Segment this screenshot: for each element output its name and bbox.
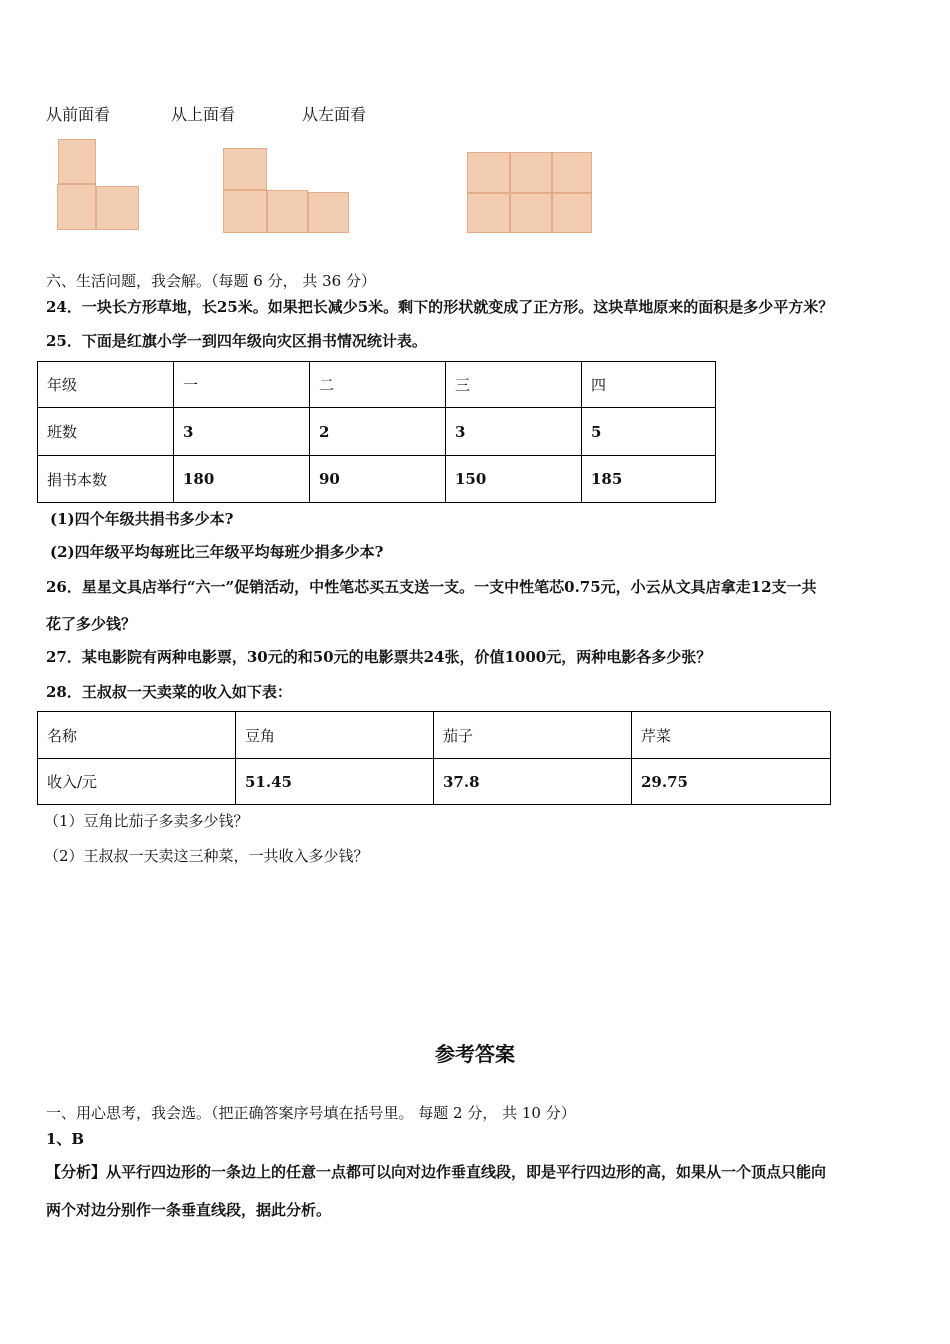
question-26-line1: 26．星星文具店举行“六一”促销活动，中性笔芯买五支送一支。一支中性笔芯0.75元，小云从文具店拿走12支一共 [46,578,817,596]
table-header-row [38,362,716,408]
table-header-row [38,712,831,759]
table-cell: 年级 [38,362,174,408]
table-cell: 180 [174,456,310,503]
cube [510,193,552,233]
cube [467,152,510,193]
cube [510,152,552,193]
table-cell: 5 [582,408,716,456]
cube [267,190,308,233]
donation-table [37,361,716,503]
table-cell: 四 [582,362,716,408]
view-label-front: 从前面看 [46,105,111,124]
income-table [37,711,831,805]
table-cell: 37.8 [434,759,632,805]
table-cell: 3 [174,408,310,456]
table-cell: 150 [446,456,582,503]
view-label-left: 从左面看 [302,105,367,124]
table-cell: 捐书本数 [38,456,174,503]
cube [57,184,96,230]
question-24: 24．一块长方形草地，长25米。如果把长减少5米。剩下的形状就变成了正方形。这块草地原来的面积是多少平方米？ [46,298,834,316]
question-27: 27．某电影院有两种电影票，30元的和50元的电影票共24张，价值1000元，两种电影各多少张？ [46,648,712,666]
section6-heading: 六、生活问题，我会解。（每题 6 分， 共 36 分） [46,272,376,290]
cube [223,190,267,233]
table-cell: 名称 [38,712,236,759]
table-cell: 一 [174,362,310,408]
table-row [38,408,716,456]
table-cell: 三 [446,362,582,408]
table-cell: 豆角 [236,712,434,759]
question-28-part2: （2）王叔叔一天卖这三种菜，一共收入多少钱？ [44,847,369,865]
table-cell: 90 [310,456,446,503]
view-label-top: 从上面看 [171,105,236,124]
table-cell: 185 [582,456,716,503]
table-cell: 茄子 [434,712,632,759]
question-28-part1: （1）豆角比茄子多卖多少钱？ [44,812,249,830]
table-cell: 2 [310,408,446,456]
answer-1: 1、B [46,1130,85,1148]
cube [552,152,592,193]
cube [308,192,349,233]
table-cell: 二 [310,362,446,408]
cube [467,193,510,233]
question-25-part1: (1)四个年级共捐书多少本? [50,510,234,528]
question-25: 25．下面是红旗小学一到四年级向灾区捐书情况统计表。 [46,332,427,350]
analysis-line2: 两个对边分别作一条垂直线段，据此分析。 [46,1201,332,1219]
question-26-line2: 花了多少钱？ [46,615,137,633]
question-25-part2: (2)四年级平均每班比三年级平均每班少捐多少本? [50,543,384,561]
table-row [38,759,831,805]
cube [58,139,96,184]
table-row [38,456,716,503]
cube [552,193,592,233]
table-cell: 班数 [38,408,174,456]
answers-section1-heading: 一、用心思考，我会选。（把正确答案序号填在括号里。 每题 2 分， 共 10 分） [46,1104,576,1122]
cube [223,148,267,190]
table-cell: 收入/元 [38,759,236,805]
analysis-line1: 【分析】从平行四边形的一条边上的任意一点都可以向对边作垂直线段，即是平行四边形的高，如果从一个顶点只能向 [46,1163,827,1181]
table-cell: 29.75 [632,759,831,805]
cube [96,186,139,230]
answers-title: 参考答案 [435,1042,515,1066]
question-28: 28．王叔叔一天卖菜的收入如下表： [46,683,292,701]
table-cell: 芹菜 [632,712,831,759]
table-cell: 3 [446,408,582,456]
table-cell: 51.45 [236,759,434,805]
